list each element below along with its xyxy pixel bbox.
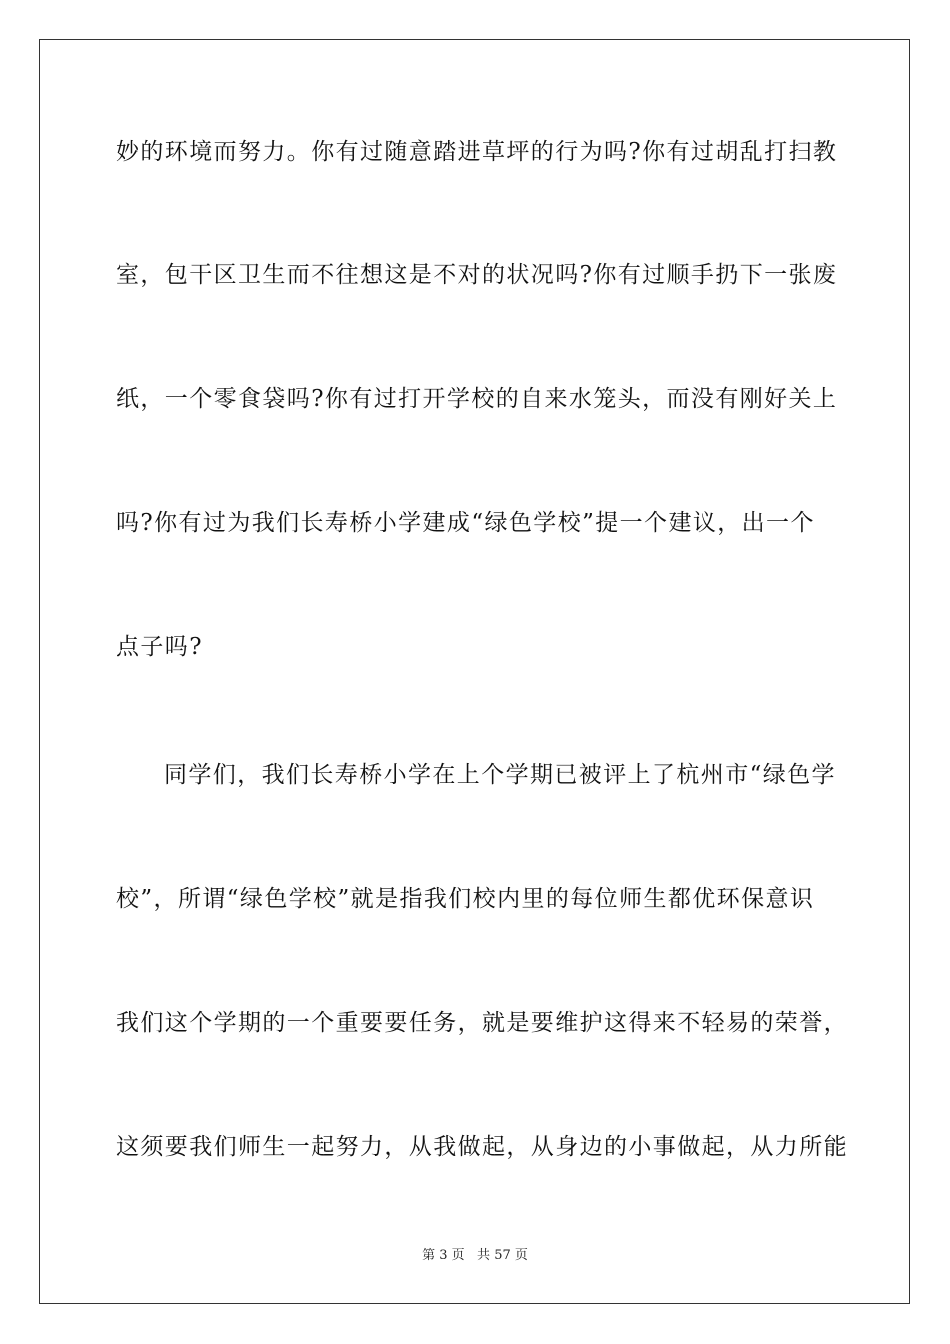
page-number-footer: 第 3 页 共 57 页 [422,1248,528,1263]
text-line: 纸，一个零食袋吗?你有过打开学校的自来水笼头，而没有刚好关上 [116,386,838,412]
page-border [39,39,910,1304]
text-line: 校”，所谓“绿色学校”就是指我们校内里的每位师生都优环保意识 [116,886,815,912]
text-line: 这须要我们师生一起努力，从我做起，从身边的小事做起，从力所能 [116,1134,848,1160]
text-line: 妙的环境而努力。你有过随意踏进草坪的行为吗?你有过胡乱打扫教 [116,139,838,165]
paragraph-first-line: 同学们，我们长寿桥小学在上个学期已被评上了杭州市“绿色学 [164,762,836,788]
text-line: 吗?你有过为我们长寿桥小学建成“绿色学校”提一个建议，出一个 [116,510,815,536]
text-line: 点子吗? [116,634,203,660]
text-line: 我们这个学期的一个重要要任务，就是要维护这得来不轻易的荣誉， [116,1010,848,1036]
text-line: 室，包干区卫生而不往想这是不对的状况吗?你有过顺手扔下一张废 [116,262,838,288]
